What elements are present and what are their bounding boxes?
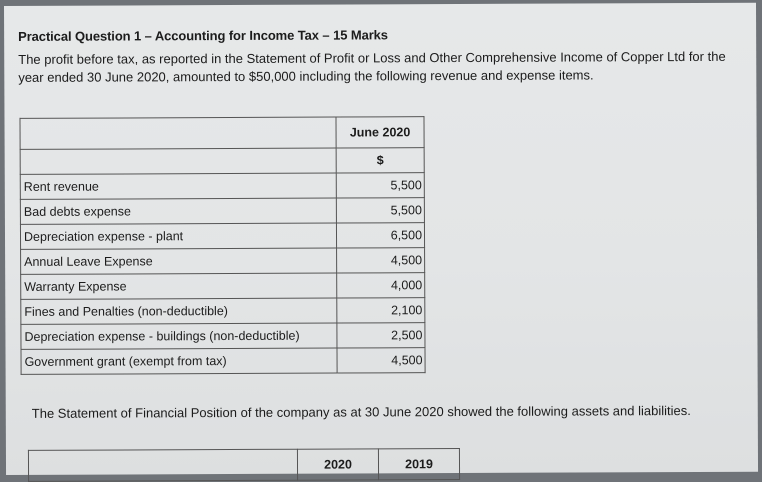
- row-label: Annual Leave Expense: [21, 248, 337, 274]
- table-row: [20, 223, 424, 250]
- intro-paragraph: The profit before tax, as reported in the Statement of Profit or Loss and Other Comprehensive Income of Copper Ltd for the year ended 30 June 2020, amounted to $50,000 including the following revenue and expense items.: [18, 48, 726, 85]
- table-row: [21, 348, 425, 375]
- table-header-row: [20, 117, 424, 150]
- currency-blank-cell: [20, 148, 336, 174]
- document-page: [4, 3, 758, 475]
- financial-position-table: [28, 448, 460, 482]
- row-label: Warranty Expense: [21, 273, 337, 299]
- column-header-2019: 2019: [378, 449, 459, 480]
- financial-position-header-row: [28, 449, 459, 482]
- row-label: Depreciation expense - plant: [20, 223, 336, 249]
- table-row: [20, 198, 424, 225]
- table-row: [21, 298, 425, 325]
- row-value: 2,100: [337, 298, 425, 323]
- row-value: 4,500: [337, 248, 425, 273]
- financial-position-paragraph: The Statement of Financial Position of the company as at 30 June 2020 showed the following assets and liabilities.: [31, 403, 691, 421]
- row-label: Government grant (exempt from tax): [21, 348, 337, 374]
- header-blank-cell: [20, 117, 336, 149]
- row-label: Depreciation expense - buildings (non-deductible): [21, 323, 337, 349]
- profit-loss-items-table: [19, 116, 425, 375]
- row-value: 6,500: [336, 223, 424, 248]
- column-header-2020: 2020: [297, 449, 378, 480]
- row-value: 2,500: [337, 323, 425, 348]
- row-value: 5,500: [336, 173, 424, 198]
- table-row: [21, 273, 425, 300]
- row-label: Rent revenue: [20, 173, 336, 199]
- table-row: [21, 323, 425, 350]
- table-row: [20, 173, 424, 200]
- row-label: Bad debts expense: [20, 198, 336, 224]
- header-blank-cell: [28, 449, 297, 481]
- column-header-june-2020: June 2020: [336, 117, 424, 148]
- currency-symbol: $: [336, 148, 424, 173]
- row-value: 4,000: [337, 273, 425, 298]
- row-label: Fines and Penalties (non-deductible): [21, 298, 337, 324]
- row-value: 5,500: [336, 198, 424, 223]
- question-heading: Practical Question 1 – Accounting for Income Tax – 15 Marks: [18, 27, 388, 44]
- table-row: [21, 248, 425, 275]
- currency-row: [20, 148, 424, 175]
- row-value: 4,500: [337, 348, 425, 373]
